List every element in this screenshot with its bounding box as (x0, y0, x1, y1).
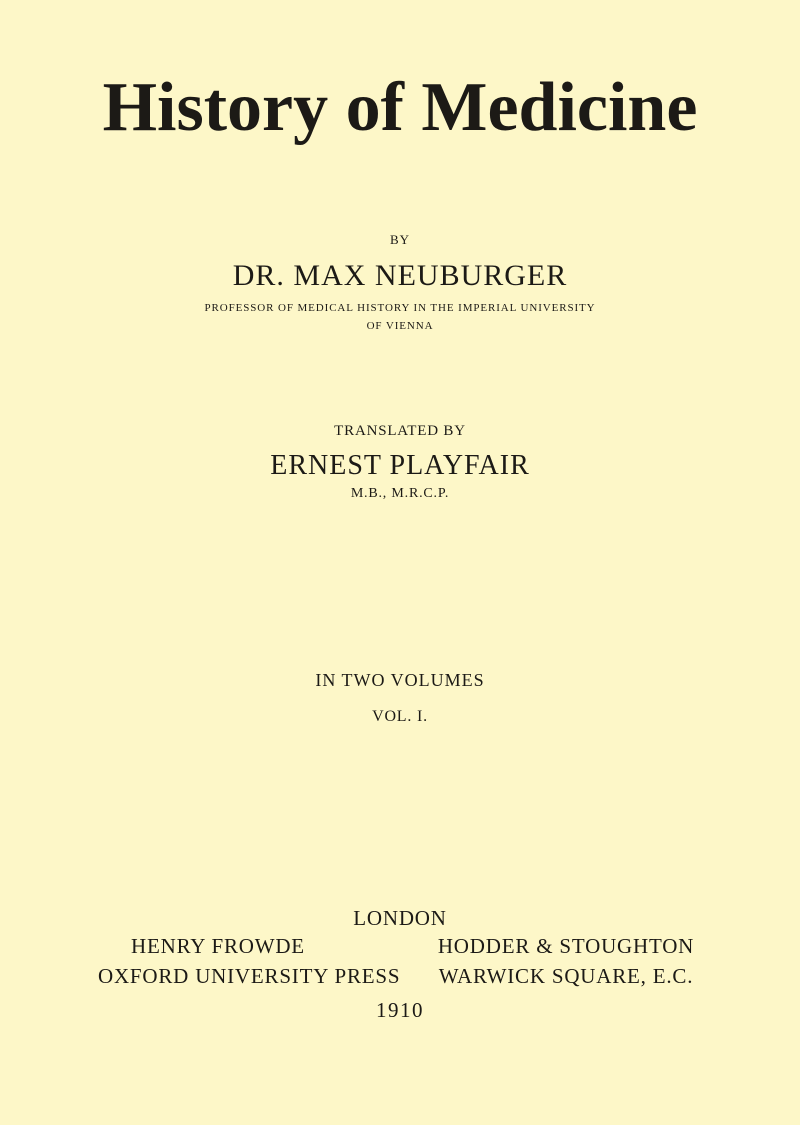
publisher-left-press: OXFORD UNIVERSITY PRESS (98, 964, 401, 988)
volume-number: VOL. I. (372, 708, 428, 725)
translator-name: ERNEST PLAYFAIR (270, 450, 530, 481)
translator-qualifications: M.B., M.R.C.P. (350, 486, 450, 501)
publisher-right-name: HODDER & STOUGHTON (437, 934, 695, 958)
book-title: History of Medicine (102, 69, 698, 146)
by-label: BY (389, 232, 411, 247)
volumes-note: IN TWO VOLUMES (315, 670, 485, 690)
publisher-left-name: HENRY FROWDE (131, 934, 305, 958)
author-affiliation-line2: OF VIENNA (366, 320, 434, 332)
author-name: DR. MAX NEUBURGER (232, 259, 568, 292)
publication-year: 1910 (376, 998, 424, 1022)
publisher-right-address: WARWICK SQUARE, E.C. (438, 964, 694, 988)
imprint-city: LONDON (353, 906, 447, 930)
author-affiliation-line1: PROFESSOR OF MEDICAL HISTORY IN THE IMPERIAL UNIVERSITY (204, 302, 596, 314)
translated-by-label: TRANSLATED BY (334, 423, 466, 439)
